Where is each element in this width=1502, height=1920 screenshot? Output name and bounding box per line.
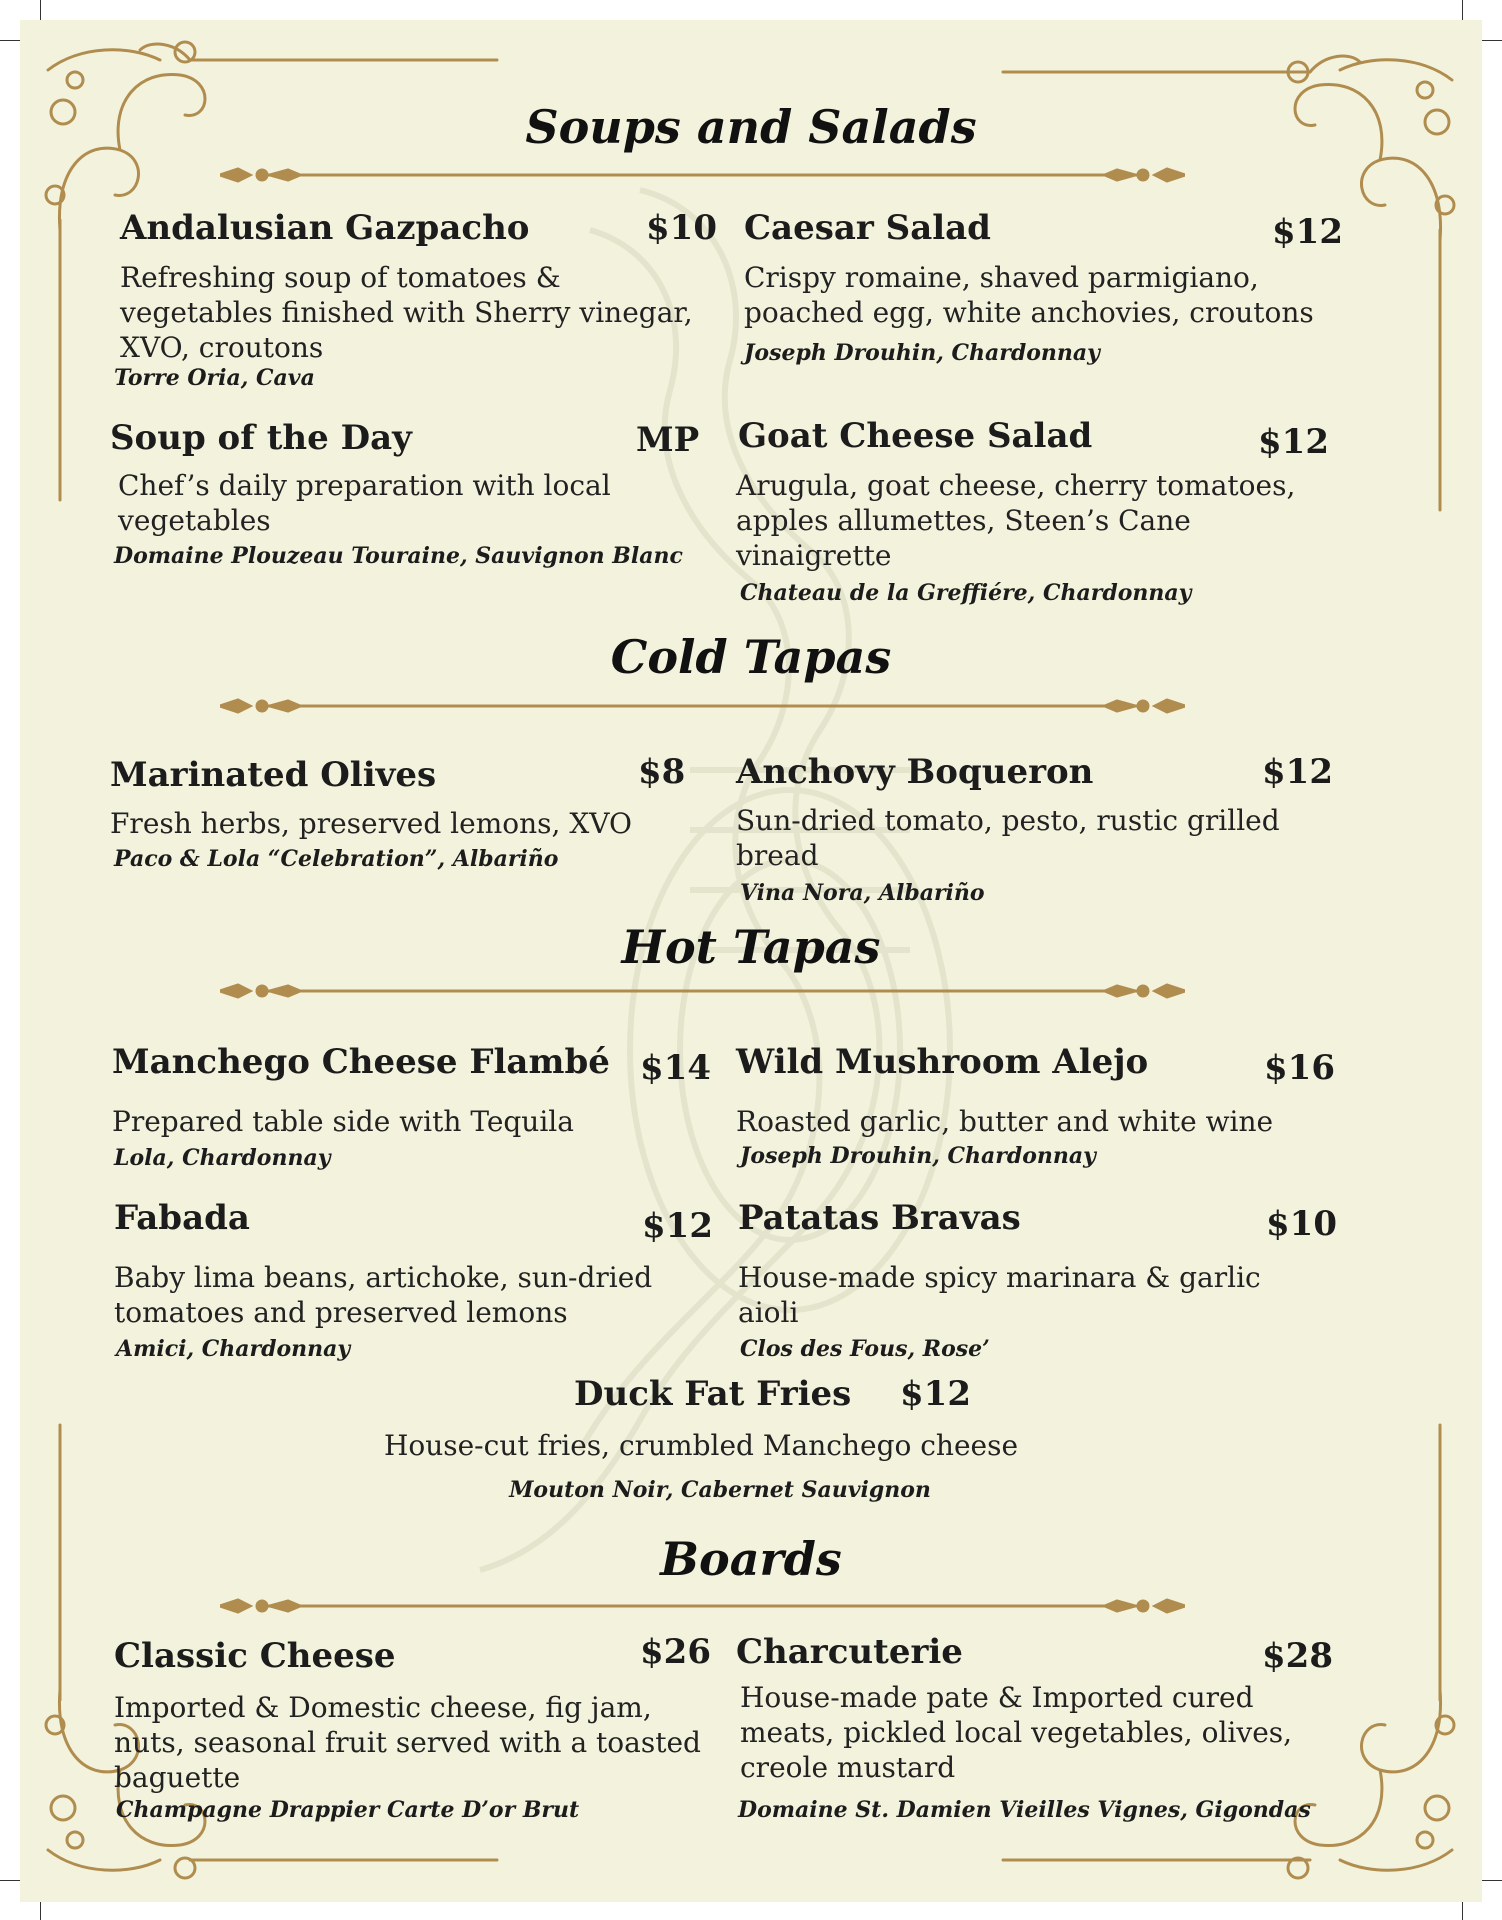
item-description: Imported & Domestic cheese, fig jam, nuts, seasonal fruit served with a toasted baguette [114,1691,701,1794]
item-description: Fresh herbs, preserved lemons, XVO [110,807,632,840]
wine-pairing: Amici, Chardonnay [116,1336,351,1362]
section-title-boards: Boards [660,1532,842,1586]
item-description: Roasted garlic, butter and white wine [736,1105,1274,1138]
section-title-cold-tapas: Cold Tapas [610,630,892,684]
item-price: MP [636,420,700,460]
item-description: House-made spicy marinara & garlic aioli [738,1261,1261,1329]
item-name: Manchego Cheese Flambé [112,1042,610,1082]
item-price: $10 [646,208,717,248]
item-price: $28 [1262,1636,1333,1676]
item-name: Caesar Salad [744,208,991,248]
wine-pairing: Champagne Drappier Carte D’or Brut [116,1797,580,1823]
item-name: Fabada [114,1198,250,1238]
item-price: $26 [640,1632,711,1672]
wine-pairing: Paco & Lola “Celebration”, Albariño [114,846,559,872]
item-description: Baby lima beans, artichoke, sun-dried tomatoes and preserved lemons [114,1261,653,1329]
item-price: $14 [640,1048,711,1088]
wine-pairing: Vina Nora, Albariño [740,880,985,906]
item-name: Patatas Bravas [738,1198,1021,1238]
wine-pairing: Chateau de la Greffiére, Chardonnay [740,580,1192,606]
section-divider [220,1594,1185,1618]
item-price: $12 [1272,212,1343,252]
section-divider [220,979,1185,1003]
item-name: Soup of the Day [110,418,412,458]
item-name: Classic Cheese [114,1636,396,1676]
section-title-hot-tapas: Hot Tapas [621,920,881,974]
item-name: Wild Mushroom Alejo [736,1042,1149,1082]
item-description: Refreshing soup of tomatoes & vegetables finished with Sherry vinegar, XVO, croutons [120,261,693,364]
wine-pairing: Mouton Noir, Cabernet Sauvignon [509,1477,931,1503]
item-description: House-cut fries, crumbled Manchego cheese [383,1429,1019,1462]
item-price: $16 [1264,1048,1335,1088]
item-price: $12 [1262,752,1333,792]
item-description: Sun-dried tomato, pesto, rustic grilled bread [736,804,1280,872]
item-name: Marinated Olives [110,755,437,795]
item-description: House-made pate & Imported cured meats, pickled local vegetables, olives, creole mustard [740,1681,1293,1784]
item-name: Andalusian Gazpacho [120,208,530,248]
item-description: Prepared table side with Tequila [112,1105,574,1138]
wine-pairing: Clos des Fous, Rose’ [740,1336,990,1362]
item-description: Chef’s daily preparation with local vegetables [118,469,611,537]
wine-pairing: Domaine St. Damien Vieilles Vignes, Gigondas [738,1797,1311,1823]
item-name: Duck Fat Fries [574,1374,852,1414]
item-description: Crispy romaine, shaved parmigiano, poached egg, white anchovies, croutons [744,261,1314,329]
section-title-soups: Soups and Salads [525,100,977,154]
wine-pairing: Domaine Plouzeau Touraine, Sauvignon Blanc [114,543,683,569]
section-divider [220,163,1185,187]
item-price: $12 [642,1206,713,1246]
item-description: Arugula, goat cheese, cherry tomatoes, apples allumettes, Steen’s Cane vinaigrette [736,469,1296,572]
section-divider [220,694,1185,718]
item-name: Goat Cheese Salad [738,416,1093,456]
wine-pairing: Joseph Drouhin, Chardonnay [740,1143,1096,1169]
item-price: $8 [638,752,686,792]
wine-pairing: Joseph Drouhin, Chardonnay [744,340,1100,366]
item-price: $12 [900,1374,971,1414]
item-price: $12 [1258,422,1329,462]
item-price: $10 [1266,1204,1337,1244]
item-name: Charcuterie [736,1632,963,1672]
wine-pairing: Torre Oria, Cava [114,365,315,391]
wine-pairing: Lola, Chardonnay [114,1145,331,1171]
item-name: Anchovy Boqueron [736,752,1094,792]
